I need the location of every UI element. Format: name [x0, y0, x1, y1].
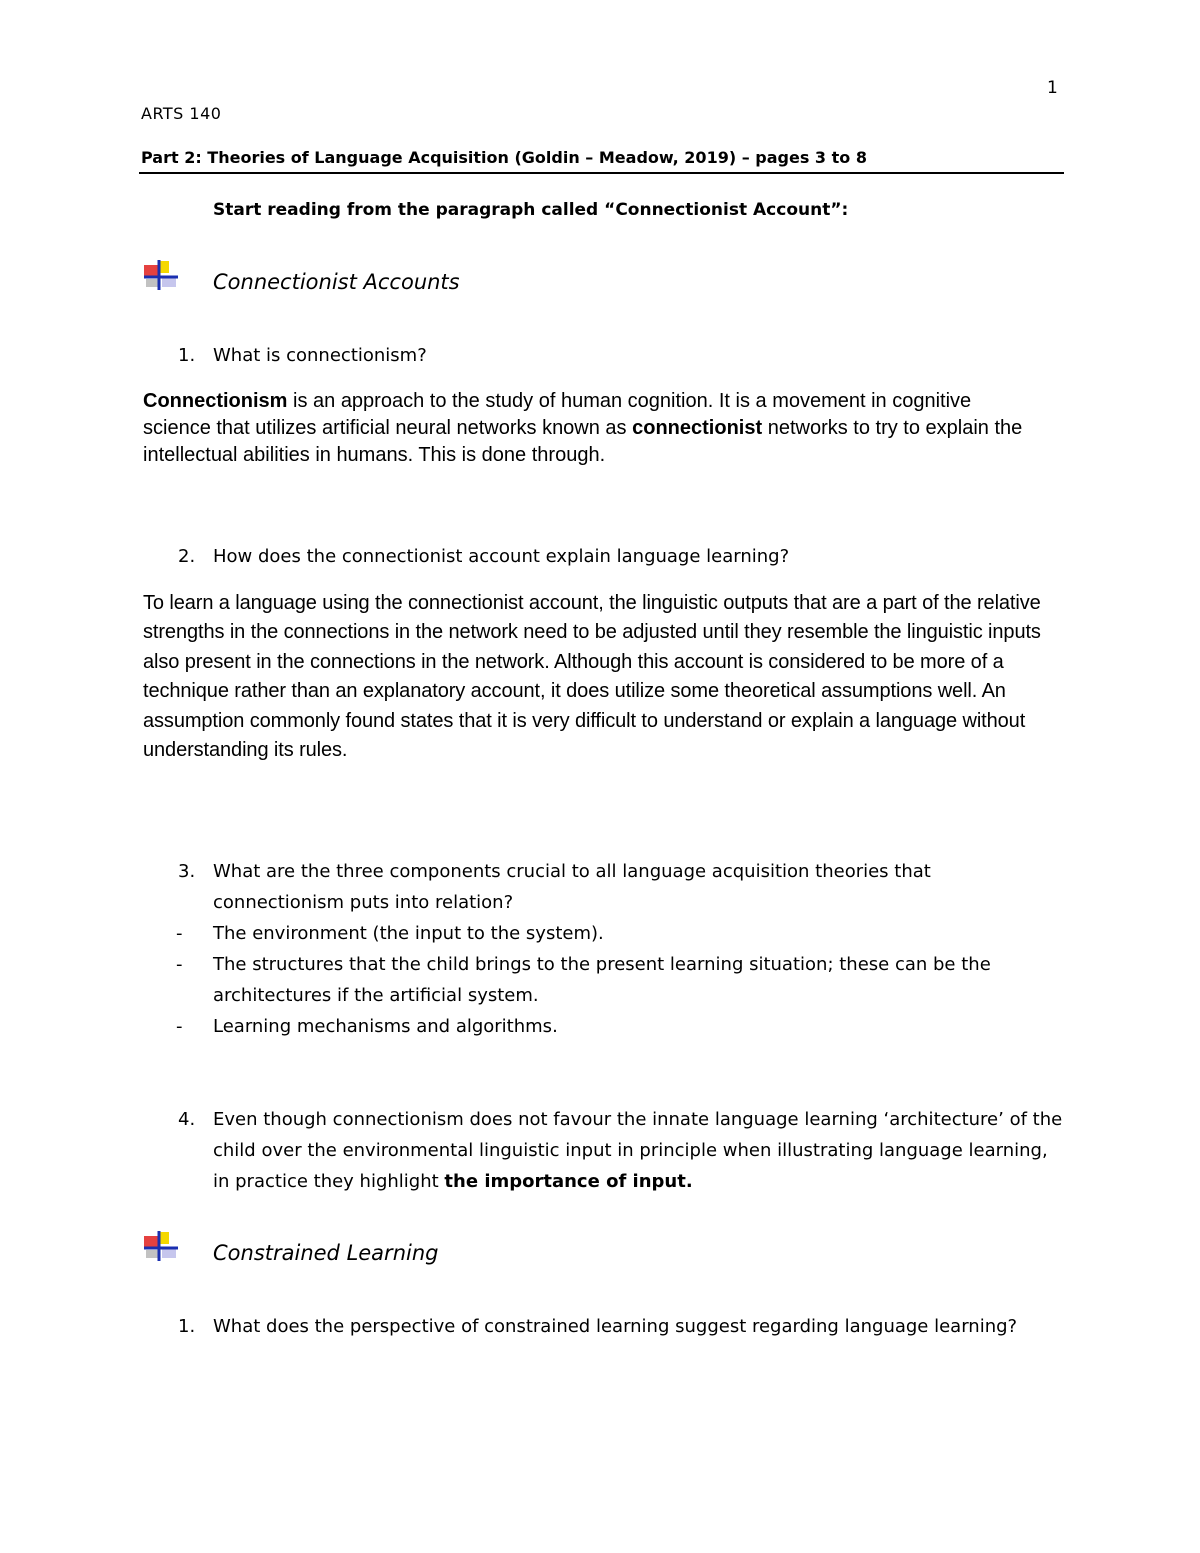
answer-2: To learn a language using the connectionist account, the linguistic outputs that are a part of the relative strengths in the connections in the network need to be adjusted until they resemble the linguistic inputs also present in the connections in the network. Although this account is considered to be more of a technique rather than an explanatory account, it does utilize some theoretical assumptions well. An assumption commonly found states that it is very difficult to understand or explain a language without understanding its rules.	[143, 592, 1041, 762]
page-number: 1	[1047, 78, 1058, 98]
list-item: - The structures that the child brings to the present learning situation; these can be the architectures if the artificial system.	[176, 954, 991, 1006]
list-item: - Learning mechanisms and algorithms.	[176, 1016, 558, 1037]
answer-term: Connectionism	[143, 390, 288, 412]
question-2	[178, 541, 1058, 572]
question-number: 2.	[178, 546, 196, 567]
answer-term-2: connectionist	[632, 417, 763, 439]
question-text: What are the three components crucial to all language acquisition theories that connectionism puts into relation?	[213, 861, 931, 913]
course-code: ARTS 140	[141, 104, 222, 123]
answer-1	[143, 388, 1043, 469]
question-emphasis: the importance of input.	[444, 1171, 693, 1192]
list-item: - The environment (the input to the system).	[176, 923, 604, 944]
question-number: 3.	[178, 861, 196, 882]
section-bullet-icon	[142, 260, 180, 290]
question-1	[178, 340, 1058, 371]
question-4	[178, 1104, 1063, 1197]
section-heading-connectionist: Connectionist Accounts	[213, 270, 460, 294]
question-number: 1.	[178, 1316, 196, 1337]
question-number: 1.	[178, 345, 196, 366]
start-note: Start reading from the paragraph called “Connectionist Account”:	[213, 200, 849, 220]
question-1-constrained	[178, 1311, 1078, 1342]
answer-text-2: networks to try to explain the intellectual abilities in humans. This is done through.	[143, 417, 1023, 466]
question-text: What does the perspective of constrained learning suggest regarding language learning?	[213, 1316, 1018, 1337]
question-3	[178, 856, 1058, 918]
section-heading-constrained: Constrained Learning	[213, 1241, 439, 1265]
header-rule	[139, 172, 1064, 174]
question-text: What is connectionism?	[213, 345, 427, 366]
answer-text: is an approach to the study of human cognition. It is a movement in cognitive science that utilizes artificial neural networks known as	[143, 390, 972, 439]
question-number: 4.	[178, 1109, 196, 1130]
part-title: Part 2: Theories of Language Acquisition (Goldin – Meadow, 2019) – pages 3 to 8	[141, 148, 867, 167]
question-text: How does the connectionist account explain language learning?	[213, 546, 790, 567]
question-text: Even though connectionism does not favour the innate language learning ‘architecture’ of the child over the environmental linguistic input in principle when illustrating language learning, in practice they highlight	[213, 1109, 1063, 1192]
section-bullet-icon	[142, 1231, 180, 1261]
